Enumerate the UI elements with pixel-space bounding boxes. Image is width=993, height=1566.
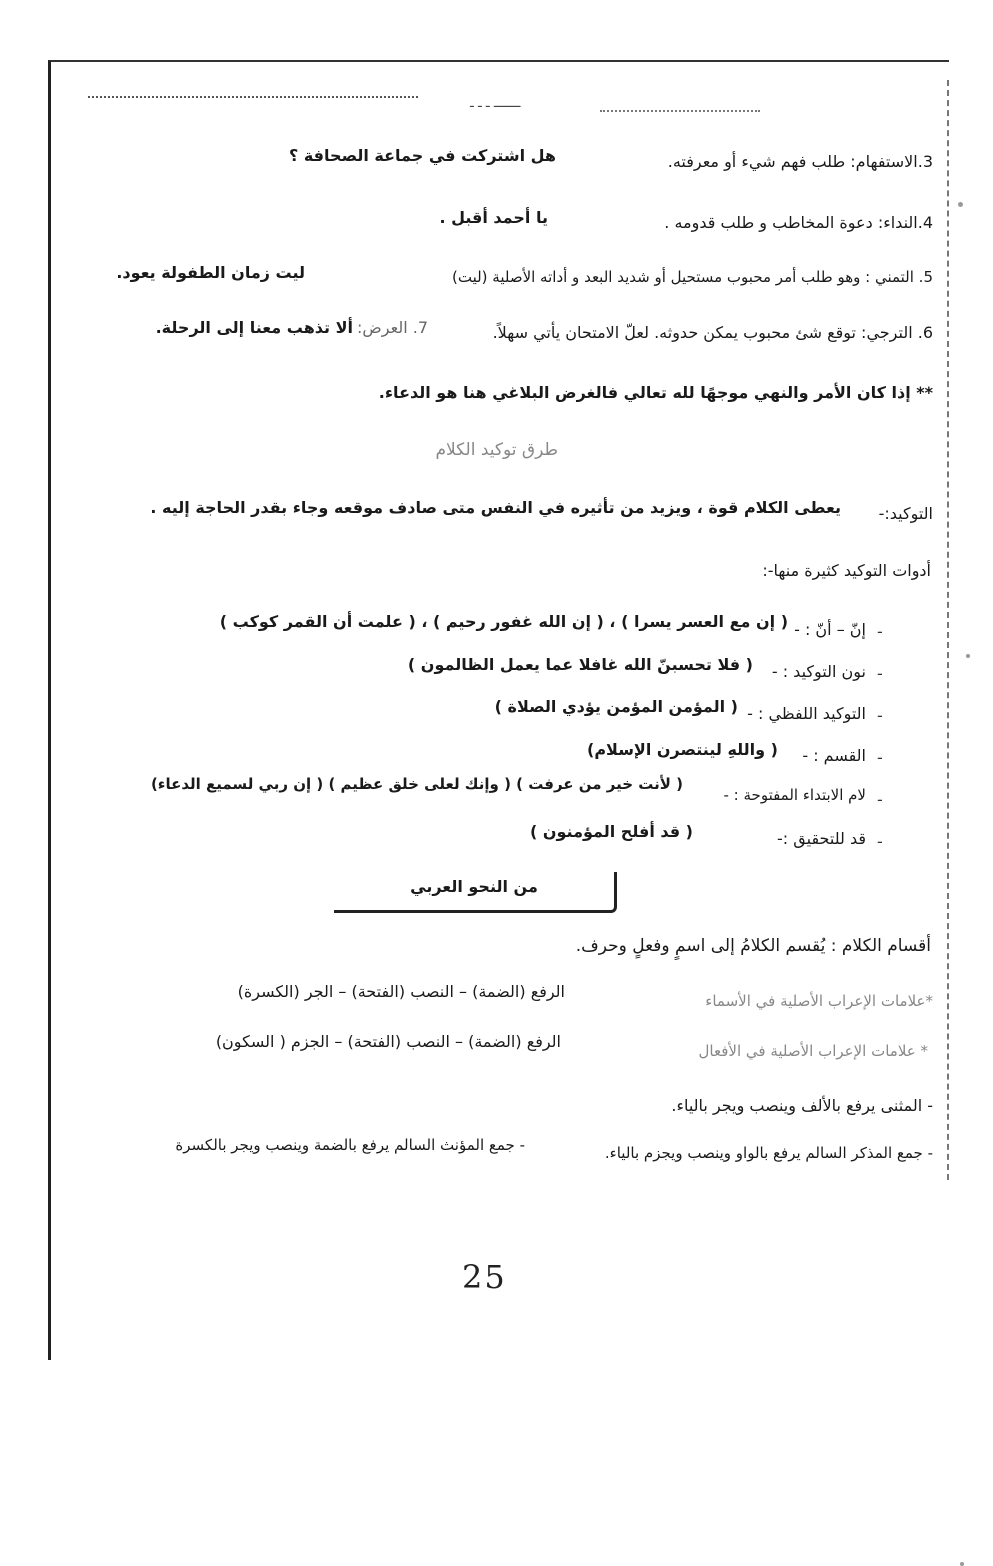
tool-label: لام الابتداء المفتوحة : -: [723, 786, 866, 804]
tool-label: التوكيد اللفظي : -: [747, 704, 866, 723]
asmaa-label: *علامات الإعراب الأصلية في الأسماء: [705, 992, 933, 1010]
tool-label: نون التوكيد : -: [771, 662, 866, 681]
list-bullet: -: [877, 622, 883, 641]
afaal-label: * علامات الإعراب الأصلية في الأفعال: [698, 1042, 928, 1060]
tool-label: القسم : -: [802, 746, 866, 765]
tool-examples: ( إن مع العسر يسرا ) ، ( إن الله غفور رحيم ) ، ( علمت أن القمر كوكب ): [219, 612, 788, 631]
tawkid-title: طرق توكيد الكلام: [435, 440, 558, 460]
tamanni-line: 5. التمني : وهو طلب أمر محبوب مستحيل أو شديد البعد و أداته الأصلية (ليت): [452, 268, 933, 286]
tool-label: قد للتحقيق :-: [777, 829, 866, 848]
tool-examples: ( فلا تحسبنّ الله غافلا عما يعمل الظالمون ): [407, 655, 753, 674]
nahw-heading-box: [334, 872, 617, 913]
list-bullet: -: [877, 832, 883, 851]
scan-speck: [958, 202, 963, 207]
muthanna-line: - المثنى يرفع بالألف وينصب ويجر بالياء.: [671, 1096, 933, 1115]
istifham-line: 3.الاستفهام: طلب فهم شيء أو معرفته.: [667, 152, 933, 171]
page-border-right: [945, 80, 949, 1180]
list-bullet: -: [877, 790, 883, 809]
list-bullet: -: [877, 706, 883, 725]
nahw-heading: من النحو العربي: [410, 877, 538, 896]
tawkid-definition: يعطى الكلام قوة ، ويزيد من تأثيره في النفس متى صادف موقعه وجاء بقدر الحاجة إليه .: [150, 498, 841, 517]
scan-speck: [960, 1562, 964, 1566]
ard-text: ألا تذهب معنا إلى الرحلة.: [155, 318, 353, 337]
tamanni-example: ليت زمان الطفولة يعود.: [116, 263, 305, 282]
duaa-note: ** إذا كان الأمر والنهي موجهًا لله تعالي فالغرض البلاغي هنا هو الدعاء.: [378, 383, 933, 402]
tool-examples: ( واللهِ لينتصرن الإسلام): [587, 740, 778, 759]
page-number: 25: [462, 1258, 507, 1296]
header-scribble: ـــــــ ـ ـ ـ: [470, 96, 521, 111]
list-bullet: -: [877, 748, 883, 767]
list-bullet: -: [877, 664, 883, 683]
tool-label: إنّ – أنّ : -: [794, 620, 866, 639]
scan-speck: [966, 654, 970, 658]
tool-examples: ( قد أفلح المؤمنون ): [529, 822, 693, 841]
afaal-value: الرفع (الضمة) – النصب (الفتحة) – الجزم ( السكون): [215, 1032, 561, 1051]
tool-examples: ( لأنت خير من عرفت ) ( وإنك لعلى خلق عظيم ) ( إن ربي لسميع الدعاء): [150, 775, 683, 793]
nidaa-line: 4.النداء: دعوة المخاطب و طلب قدومه .: [664, 213, 933, 232]
header-dotted-line: [88, 96, 418, 98]
header-dotted-line-2: [600, 110, 760, 112]
adawat-heading: أدوات التوكيد كثيرة منها-:: [762, 561, 931, 580]
tawkid-label: التوكيد:-: [878, 504, 933, 523]
nidaa-example: يا أحمد أقبل .: [439, 208, 548, 227]
jam-mudhakkar-line: - جمع المذكر السالم يرفع بالواو وينصب ويجزم بالياء.: [604, 1144, 933, 1162]
tarajji-line: 6. الترجي: توقع شئ محبوب يمكن حدوثه. لعلّ الامتحان يأتي سهلاً.: [492, 323, 933, 342]
istifham-example: هل اشتركت في جماعة الصحافة ؟: [289, 146, 556, 165]
ard-label: 7. العرض:: [357, 318, 428, 337]
aqsam-line: أقسام الكلام : يُقسم الكلامُ إلى اسمٍ وفعلٍ وحرف.: [575, 936, 931, 956]
jam-muannath-line: - جمع المؤنث السالم يرفع بالضمة وينصب ويجر بالكسرة: [175, 1136, 525, 1154]
asmaa-value: الرفع (الضمة) – النصب (الفتحة) – الجر (الكسرة): [237, 982, 565, 1001]
tool-examples: ( المؤمن المؤمن يؤدي الصلاة ): [494, 697, 738, 716]
